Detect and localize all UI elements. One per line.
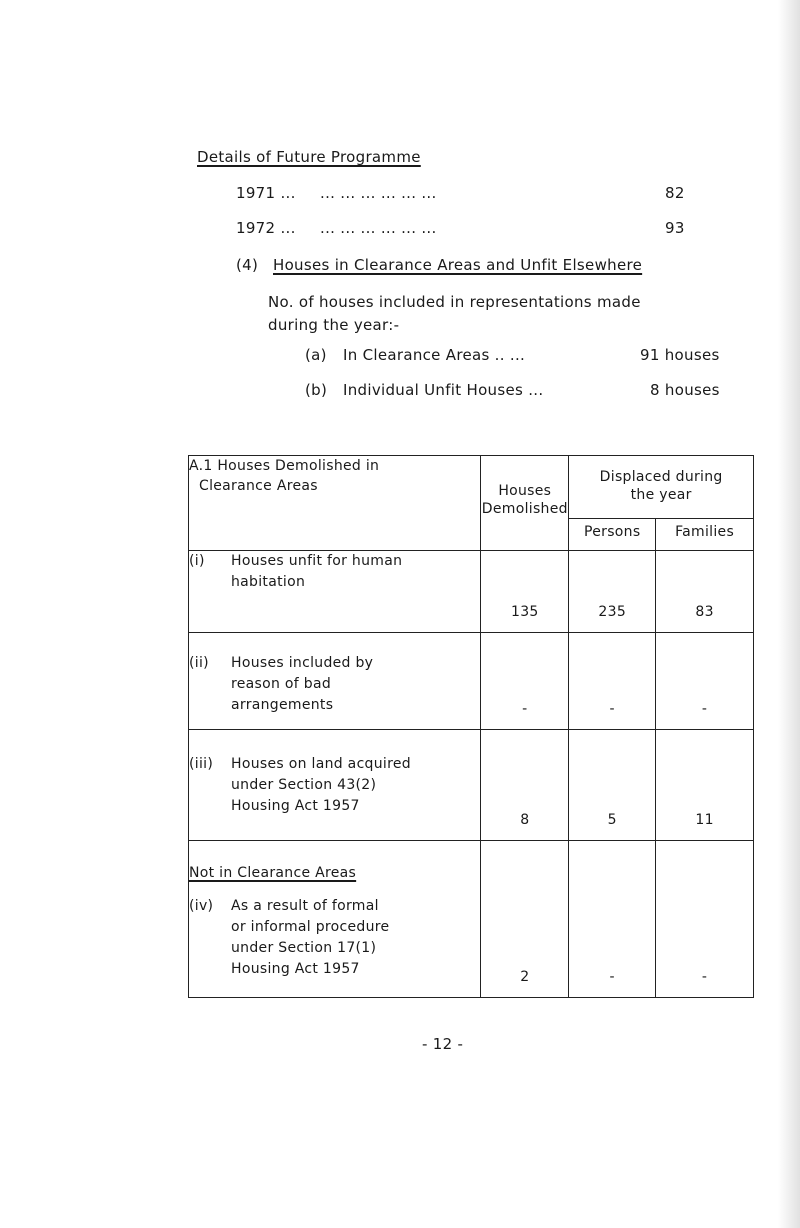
header-displaced-line-1: Displaced during <box>599 469 723 485</box>
header-demolished-line-1: Houses <box>498 483 552 499</box>
representation-a-label: In Clearance Areas .. ... <box>343 346 526 364</box>
row-line-4: Housing Act 1957 <box>231 961 360 977</box>
row-tag: (ii) <box>189 655 209 671</box>
row-line-3: arrangements <box>231 697 334 713</box>
representation-b-tag: (b) <box>305 381 328 399</box>
header-families: Families <box>656 519 754 551</box>
row-line-3: Housing Act 1957 <box>231 798 360 814</box>
row-line-2: reason of bad <box>231 676 332 692</box>
representation-b-value: 8 houses <box>650 381 720 399</box>
row-tag: (i) <box>189 553 205 569</box>
header-label-line-2: Clearance Areas <box>199 478 318 494</box>
row-demolished: 2 <box>481 841 569 998</box>
representations-line-1: No. of houses included in representations made <box>268 293 641 311</box>
programme-leader-1972: ... ... ... ... ... ... <box>320 219 437 237</box>
header-label-line-1: A.1 Houses Demolished in <box>189 458 380 474</box>
row-demolished: - <box>481 633 569 730</box>
row-tag: (iii) <box>189 756 214 772</box>
demolitions-table <box>188 455 754 998</box>
row-line-3: under Section 17(1) <box>231 940 377 956</box>
row-demolished: 8 <box>481 730 569 841</box>
programme-year-1971: 1971 ... <box>236 184 296 202</box>
table-row <box>189 730 754 841</box>
table-row <box>189 633 754 730</box>
section-4-number: (4) <box>236 256 259 274</box>
representation-a-tag: (a) <box>305 346 327 364</box>
section-heading: Details of Future Programme <box>197 148 421 166</box>
row-families: 83 <box>656 551 754 633</box>
row-label <box>189 551 481 633</box>
row-persons: 235 <box>569 551 656 633</box>
row-line-2: or informal procedure <box>231 919 390 935</box>
table-row <box>189 551 754 633</box>
row-families: 11 <box>656 730 754 841</box>
page-edge-shadow <box>778 0 800 1228</box>
programme-value-1971: 82 <box>665 184 685 202</box>
row-line-2: habitation <box>231 574 306 590</box>
representation-a-value: 91 houses <box>640 346 720 364</box>
programme-leader-1971: ... ... ... ... ... ... <box>320 184 437 202</box>
page-number: - 12 - <box>422 1035 464 1053</box>
row-line-1: Houses on land acquired <box>231 756 411 772</box>
row-families: - <box>656 841 754 998</box>
row-label <box>189 730 481 841</box>
row-persons: - <box>569 633 656 730</box>
section-4-title: Houses in Clearance Areas and Unfit Elsewhere <box>273 256 643 274</box>
header-persons: Persons <box>569 519 656 551</box>
programme-year-1972: 1972 ... <box>236 219 296 237</box>
header-clearance-areas <box>189 456 481 551</box>
row-line-2: under Section 43(2) <box>231 777 377 793</box>
not-in-clearance-heading: Not in Clearance Areas <box>189 865 357 881</box>
row-line-1: As a result of formal <box>231 898 379 914</box>
representations-line-2: during the year:- <box>268 316 400 334</box>
header-displaced <box>569 456 754 519</box>
row-label <box>189 633 481 730</box>
header-houses-demolished <box>481 456 569 551</box>
row-tag: (iv) <box>189 898 214 914</box>
row-persons: - <box>569 841 656 998</box>
table-row <box>189 841 754 998</box>
representation-b-label: Individual Unfit Houses ... <box>343 381 544 399</box>
row-line-1: Houses included by <box>231 655 374 671</box>
row-families: - <box>656 633 754 730</box>
row-line-1: Houses unfit for human <box>231 553 403 569</box>
header-demolished-line-2: Demolished <box>481 501 568 517</box>
row-label <box>189 841 481 998</box>
table-header-row <box>189 456 754 519</box>
programme-value-1972: 93 <box>665 219 685 237</box>
row-demolished: 135 <box>481 551 569 633</box>
header-displaced-line-2: the year <box>630 487 692 503</box>
row-persons: 5 <box>569 730 656 841</box>
